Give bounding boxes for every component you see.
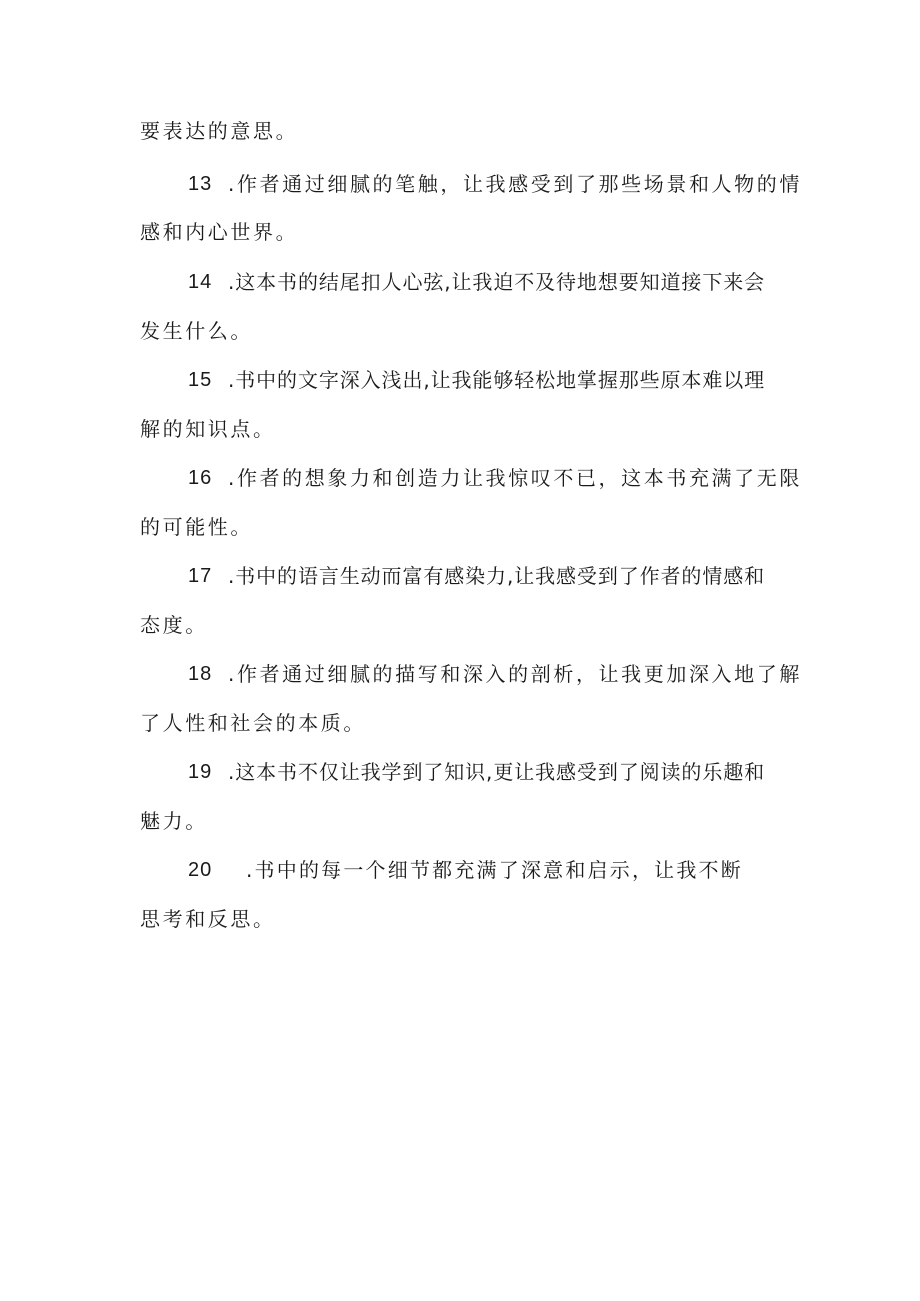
item-text-line2: 思考和反思。 <box>140 907 276 931</box>
item-number: 18 <box>188 663 213 685</box>
item-text-line2: 魅力。 <box>140 809 208 833</box>
item-text-line1: .作者的想象力和创造力让我惊叹不已，这本书充满了无限 <box>228 466 802 490</box>
item-number: 15 <box>188 369 213 391</box>
intro-tail-text: 要表达的意思。 <box>140 119 299 143</box>
item-text-line2: 的可能性。 <box>140 515 253 539</box>
item-text-line1: .书中的语言生动而富有感染力,让我感受到了作者的情感和 <box>228 564 766 588</box>
item-text-line1: .这本书的结尾扣人心弦,让我迫不及待地想要知道接下来会 <box>228 270 766 294</box>
item-text-line1: .书中的每一个细节都充满了深意和启示，让我不断 <box>246 858 743 882</box>
item-number: 16 <box>188 467 213 489</box>
item-text-line2: 了人性和社会的本质。 <box>140 711 366 735</box>
item-number: 19 <box>188 761 213 783</box>
item-text-line2: 态度。 <box>140 613 208 637</box>
item-text-line1: .作者通过细腻的描写和深入的剖析，让我更加深入地了解 <box>228 662 802 686</box>
item-text-line1: .作者通过细腻的笔触，让我感受到了那些场景和人物的情 <box>228 172 802 196</box>
item-number: 17 <box>188 565 213 587</box>
item-text-line1: .书中的文字深入浅出,让我能够轻松地掌握那些原本难以理 <box>228 368 766 392</box>
item-number: 13 <box>188 173 213 195</box>
item-number: 20 <box>188 859 213 881</box>
item-text-line2: 发生什么。 <box>140 319 253 343</box>
item-text-line1: .这本书不仅让我学到了知识,更让我感受到了阅读的乐趣和 <box>228 760 766 784</box>
item-number: 14 <box>188 271 213 293</box>
item-text-line2: 感和内心世界。 <box>140 220 299 244</box>
item-text-line2: 解的知识点。 <box>140 417 276 441</box>
